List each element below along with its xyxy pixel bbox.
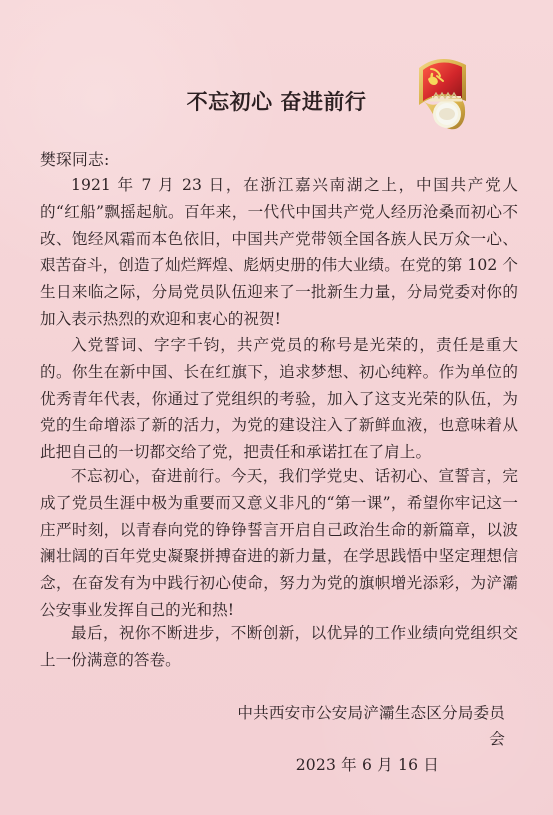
salutation: 樊琛同志: <box>40 150 110 169</box>
letter-date: 2023 年 6 月 16 日 <box>295 756 439 774</box>
letter-title: 不忘初心 奋进前行 <box>186 89 367 114</box>
paragraph-1: 1921 年 7 月 23 日，在浙江嘉兴南湖之上，中国共产党人的“红船”飘摇起航。百年来，一代代中国共产党人经历沧桑而初心不改、饱经风霜而本色依旧，中国共产党带领全国各族人民万众一心、艰苦奋斗，创造了灿烂辉煌、彪炳史册的伟大业绩。在党的第 102 个生日来临之际，分局党员队伍迎来了一批新生力量，分局党委对你的加入表示热烈的欢迎和衷心的祝贺! <box>40 176 518 328</box>
paragraph-3: 不忘初心，奋进前行。今天，我们学党史、话初心、宣誓言，完成了党员生涯中极为重要而又意义非凡的“第一课”，希望你牢记这一庄严时刻，以青春向党的铮铮誓言开启自己政治生命的新篇章，以波澜壮阔的百年党史凝聚拼搏奋进的新力量，在学思践悟中坚定理想信念，在奋发有为中践行初心使命，努力为党的旗帜增光添彩，为浐灞公安事业发挥自己的光和热! <box>40 467 518 619</box>
paragraph-2: 入党誓词、字字千钧，共产党员的称号是光荣的，责任是重大的。你生在新中国、长在红旗下，追求梦想、初心纯粹。作为单位的优秀青年代表，你通过了党组织的考验，加入了这支光荣的队伍，为党的生命增添了新的活力，为党的建设注入了新鲜血液，也意味着从此把自己的一切都交给了党，把责任和承诺扛在了肩上。 <box>40 336 518 462</box>
signature-organization: 中共西安市公安局浐灞生态区分局委员会 <box>237 704 505 748</box>
signature-block <box>235 700 505 778</box>
paragraph-4: 最后，祝你不断进步，不断创新，以优异的工作业绩向党组织交上一份满意的答卷。 <box>40 624 518 669</box>
